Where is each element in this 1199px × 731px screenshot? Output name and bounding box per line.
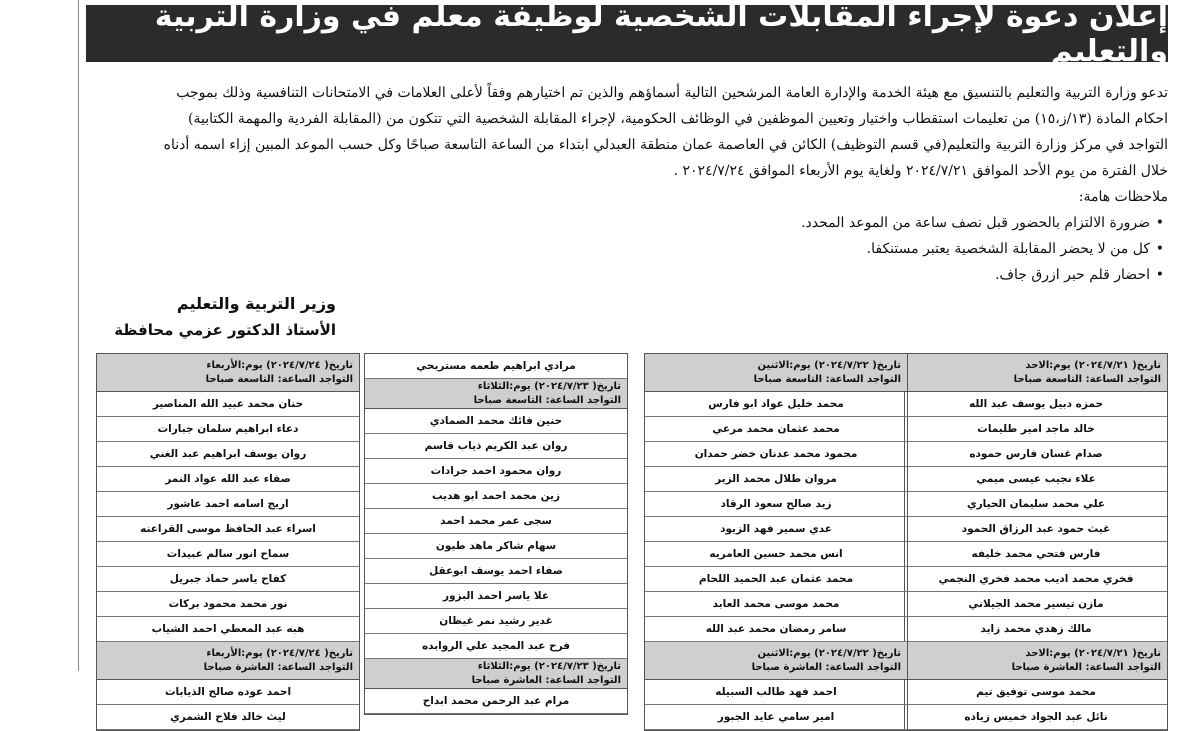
- candidate-row: اسراء عبد الحافظ موسى القراعنه: [97, 517, 359, 542]
- candidate-row: مرام عبد الرحمن محمد ابداح: [365, 689, 627, 714]
- candidate-row: فارس فتحي محمد خليفه: [905, 542, 1167, 567]
- schedule-header: [905, 354, 1167, 392]
- candidate-row: مازن تيسير محمد الجيلاني: [905, 592, 1167, 617]
- candidate-row: فرح عبد المجيد علي الروابده: [365, 634, 627, 659]
- schedule-date: تاريخ( ٢٠٢٤/٧/٢١) يوم:الاحد: [1025, 647, 1161, 659]
- schedule-header: [365, 659, 627, 689]
- schedule-time: التواجد الساعة: العاشرة صباحا: [1011, 661, 1161, 673]
- candidate-row: صفاء عبد الله عواد النمر: [97, 467, 359, 492]
- schedule-column-sunday: [904, 353, 1168, 731]
- schedule-header: [97, 642, 359, 680]
- candidate-row: زيد صالح سعود الرقاد: [645, 492, 907, 517]
- candidate-row: محمد موسى توفيق تيم: [905, 680, 1167, 705]
- candidate-row: انس محمد حسين العامريه: [645, 542, 907, 567]
- candidate-row: حنين فائك محمد الصمادي: [365, 409, 627, 434]
- schedule-header: [365, 379, 627, 409]
- title-banner: [86, 0, 1168, 69]
- candidate-row: علا ياسر احمد البزور: [365, 584, 627, 609]
- schedule-time: التواجد الساعة: التاسعة صباحا: [205, 373, 353, 385]
- schedule-column-monday: [644, 353, 908, 731]
- candidate-row: روان محمود احمد جرادات: [365, 459, 627, 484]
- schedule-header: [97, 354, 359, 392]
- note-item: • كل من لا يحضر المقابلة الشخصية يعتبر مستنكفا.: [86, 236, 1150, 262]
- intro-line: تدعو وزارة التربية والتعليم بالتنسيق مع هيئة الخدمة والإدارة العامة المرشحين التالية أسماؤهم والذين تم اختيارهم وفقاً لأعلى العلامات في الامتحانات التنافسية وذلك بموجب: [176, 85, 1168, 101]
- candidate-row: غدير رشيد نمر غيظان: [365, 609, 627, 634]
- candidate-row: مروان طلال محمد الزير: [645, 467, 907, 492]
- page-edge: [78, 0, 79, 671]
- schedule-time: التواجد الساعة: العاشرة صباحا: [751, 661, 901, 673]
- page-title: إعلان دعوة لإجراء المقابلات الشخصية لوظيفة معلم في وزارة التربية والتعليم: [154, 0, 1168, 69]
- schedule-date: تاريخ( ٢٠٢٤/٧/٢١) يوم:الاحد: [1025, 359, 1161, 371]
- schedule-date: تاريخ( ٢٠٢٤/٧/٢٤) يوم:الأربعاء: [206, 647, 353, 659]
- candidate-row: محمود محمد عدنان خضر حمدان: [645, 442, 907, 467]
- candidate-row: ليث خالد فلاح الشمري: [97, 705, 359, 730]
- candidate-row: نور محمد محمود بركات: [97, 592, 359, 617]
- schedule-date: تاريخ( ٢٠٢٤/٧/٢٤) يوم:الأربعاء: [206, 359, 353, 371]
- candidate-row: علاء نجيب عيسى ميمي: [905, 467, 1167, 492]
- candidate-row: محمد عثمان محمد مرعي: [645, 417, 907, 442]
- schedule-column-tuesday: [364, 353, 628, 715]
- candidate-row: علي محمد سليمان الحياري: [905, 492, 1167, 517]
- notes-heading: ملاحظات هامة:: [1078, 189, 1168, 205]
- signature-title: وزير التربية والتعليم: [176, 294, 336, 313]
- candidate-row: فخري محمد اديب محمد فخري النجمي: [905, 567, 1167, 592]
- notes-list: [86, 210, 1168, 288]
- candidate-row: امير سامي عايد الجبور: [645, 705, 907, 730]
- candidate-row: سامر رمضان محمد عبد الله: [645, 617, 907, 642]
- note-item: • احضار قلم حبر ازرق جاف.: [86, 262, 1150, 288]
- schedule-time: التواجد الساعة: العاشرة صباحا: [471, 674, 621, 686]
- schedule-time: التواجد الساعة: التاسعة صباحا: [753, 373, 901, 385]
- schedule-column-wednesday: [96, 353, 360, 731]
- candidate-row: مرادي ابراهيم طعمه مستريحي: [365, 354, 627, 379]
- candidate-row: احمد فهد طالب السبيله: [645, 680, 907, 705]
- candidate-row: دعاء ابراهيم سلمان جبارات: [97, 417, 359, 442]
- candidate-row: روان عبد الكريم ذياب قاسم: [365, 434, 627, 459]
- intro-line: التواجد في مركز وزارة التربية والتعليم(في قسم التوظيف) الكائن في العاصمة عمان منطقة العبدلي ابتداء من الساعة التاسعة صباحًا وكل حسب الموعد المبين إزاء اسمه أدناه: [163, 137, 1168, 153]
- schedule-date: تاريخ( ٢٠٢٤/٧/٢٢) يوم:الاثنين: [757, 647, 901, 659]
- candidate-row: اريج اسامه احمد عاشور: [97, 492, 359, 517]
- candidate-row: هبه عبد المعطي احمد الشياب: [97, 617, 359, 642]
- candidate-row: نائل عبد الجواد خميس زياده: [905, 705, 1167, 730]
- candidate-row: سماح انور سالم عبيدات: [97, 542, 359, 567]
- intro-line: احكام المادة (١٣/ز،١٥) من تعليمات استقطاب واختيار وتعيين الموظفين في الوظائف الحكومية، لإجراء المقابلة الشخصية التي تتكون من (المقابلة الفردية والمهمة الكتابية): [188, 111, 1168, 127]
- candidate-row: كفاح ياسر حماد جبريل: [97, 567, 359, 592]
- candidate-row: خالد ماجد امير طليمات: [905, 417, 1167, 442]
- schedule-header: [645, 354, 907, 392]
- candidate-row: سجى عمر محمد احمد: [365, 509, 627, 534]
- candidate-row: حنان محمد عبيد الله المناصير: [97, 392, 359, 417]
- signature-name: الأستاذ الدكتور عزمي محافظة: [114, 321, 336, 339]
- schedule-date: تاريخ( ٢٠٢٤/٧/٢٢) يوم:الاثنين: [757, 359, 901, 371]
- candidate-row: صدام غسان فارس حموده: [905, 442, 1167, 467]
- candidate-row: حمزه دبيل يوسف عبد الله: [905, 392, 1167, 417]
- candidate-row: صفاء احمد يوسف ابوعقل: [365, 559, 627, 584]
- candidate-row: محمد خليل عواد ابو فارس: [645, 392, 907, 417]
- schedule-time: التواجد الساعة: التاسعة صباحا: [1013, 373, 1161, 385]
- schedule-date: تاريخ( ٢٠٢٤/٧/٢٣) يوم:الثلاثاء: [477, 660, 621, 672]
- schedule-header: [645, 642, 907, 680]
- announcement-body: [86, 80, 1168, 288]
- candidate-row: روان يوسف ابراهيم عبد الغني: [97, 442, 359, 467]
- schedule-time: التواجد الساعة: التاسعة صباحا: [473, 394, 621, 406]
- schedule-header: [905, 642, 1167, 680]
- schedule-time: التواجد الساعة: العاشرة صباحا: [203, 661, 353, 673]
- candidate-row: سهام شاكر ماهد طيون: [365, 534, 627, 559]
- candidate-row: مالك زهدي محمد زايد: [905, 617, 1167, 642]
- candidate-row: غيث حمود عبد الرزاق الحمود: [905, 517, 1167, 542]
- candidate-row: عدي سمير فهد الزيود: [645, 517, 907, 542]
- signature-block: [96, 291, 336, 343]
- candidate-row: محمد موسى محمد العابد: [645, 592, 907, 617]
- candidate-row: احمد عوده صالح الذيابات: [97, 680, 359, 705]
- note-item: • ضرورة الالتزام بالحضور قبل نصف ساعة من الموعد المحدد.: [86, 210, 1150, 236]
- schedule-date: تاريخ( ٢٠٢٤/٧/٢٣) يوم:الثلاثاء: [477, 380, 621, 392]
- candidate-row: محمد عثمان عبد الحميد اللحام: [645, 567, 907, 592]
- intro-line: خلال الفترة من يوم الأحد الموافق ٢٠٢٤/٧/٢١ ولغاية يوم الأربعاء الموافق ٢٠٢٤/٧/٢٤ .: [673, 163, 1168, 179]
- candidate-row: زين محمد احمد ابو هديب: [365, 484, 627, 509]
